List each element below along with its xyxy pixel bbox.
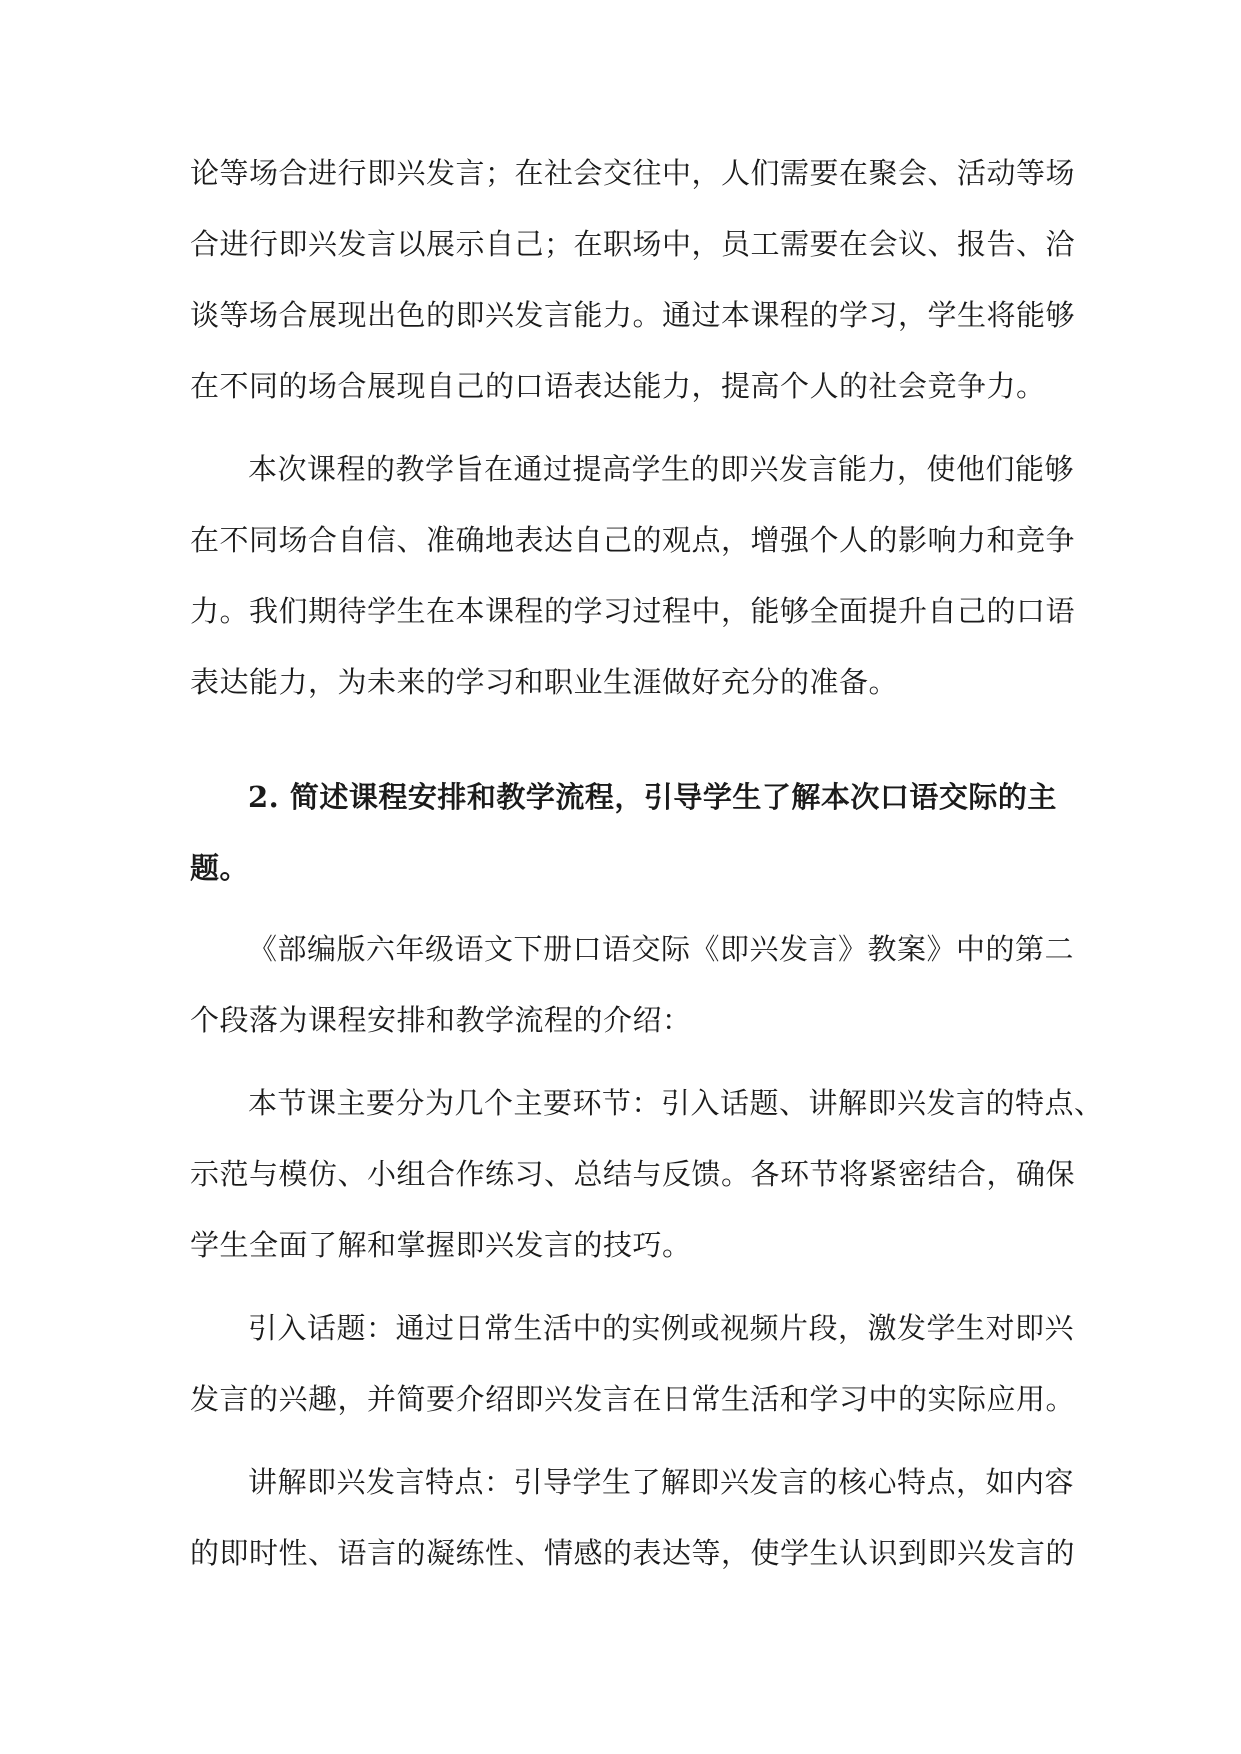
paragraph-line: 本次课程的教学旨在通过提高学生的即兴发言能力，使他们能够 (248, 452, 1075, 486)
paragraph-line: 的即时性、语言的凝练性、情感的表达等，使学生认识到即兴发言的 (190, 1536, 1076, 1570)
section-heading: 题。 (190, 851, 250, 885)
paragraph-line: 《部编版六年级语文下册口语交际《即兴发言》教案》中的第二 (248, 932, 1075, 966)
paragraph-line: 谈等场合展现出色的即兴发言能力。通过本课程的学习，学生将能够 (190, 298, 1076, 332)
paragraph-line: 力。我们期待学生在本课程的学习过程中，能够全面提升自己的口语 (190, 594, 1076, 628)
paragraph-line: 在不同的场合展现自己的口语表达能力，提高个人的社会竞争力。 (190, 369, 1046, 403)
section-heading: 2. 简述课程安排和教学流程，引导学生了解本次口语交际的主 (248, 780, 1057, 814)
paragraph-line: 示范与模仿、小组合作练习、总结与反馈。各环节将紧密结合，确保 (190, 1157, 1076, 1191)
paragraph-line: 学生全面了解和掌握即兴发言的技巧。 (190, 1228, 692, 1262)
paragraph-line: 表达能力，为未来的学习和职业生涯做好充分的准备。 (190, 665, 899, 699)
paragraph-line: 论等场合进行即兴发言；在社会交往中，人们需要在聚会、活动等场 (190, 156, 1076, 190)
paragraph-line: 在不同场合自信、准确地表达自己的观点，增强个人的影响力和竞争 (190, 523, 1076, 557)
paragraph-line: 引入话题：通过日常生活中的实例或视频片段，激发学生对即兴 (248, 1311, 1075, 1345)
paragraph-line: 本节课主要分为几个主要环节：引入话题、讲解即兴发言的特点、 (248, 1086, 1104, 1120)
paragraph-line: 个段落为课程安排和教学流程的介绍： (190, 1003, 692, 1037)
paragraph-line: 讲解即兴发言特点：引导学生了解即兴发言的核心特点，如内容 (248, 1465, 1075, 1499)
paragraph-line: 合进行即兴发言以展示自己；在职场中，员工需要在会议、报告、洽 (190, 227, 1076, 261)
paragraph-line: 发言的兴趣，并简要介绍即兴发言在日常生活和学习中的实际应用。 (190, 1382, 1076, 1416)
